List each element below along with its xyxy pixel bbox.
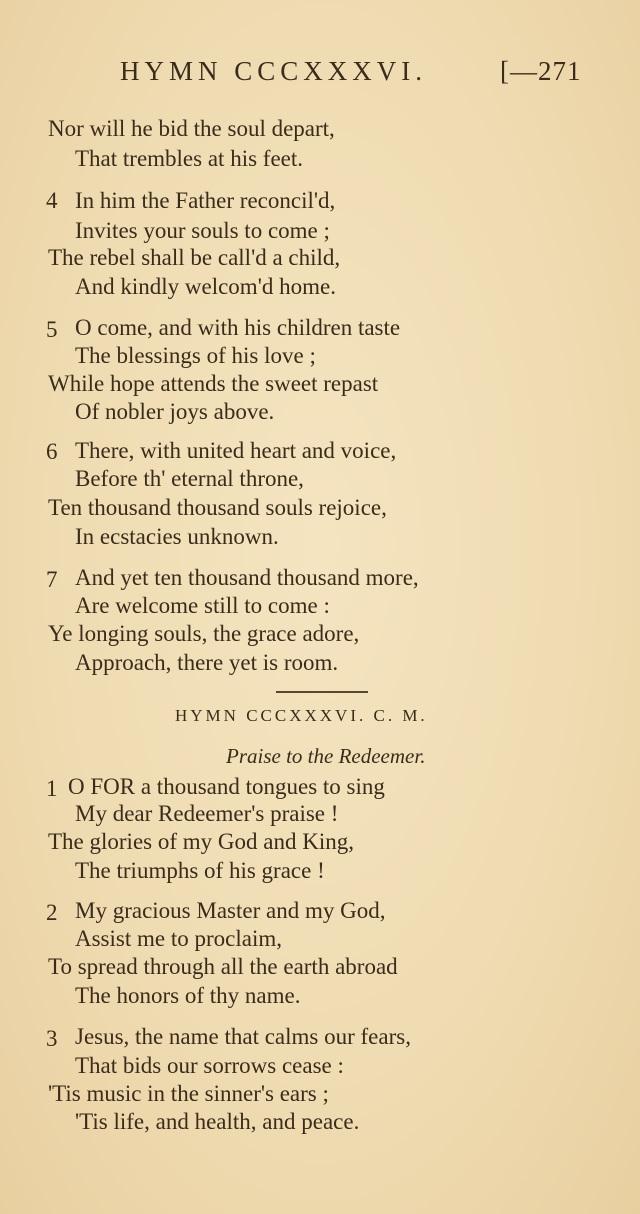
verse-line: 'Tis music in the sinner's ears ; (48, 1081, 329, 1106)
verse-line: And kindly welcom'd home. (75, 274, 336, 299)
verse-line: Jesus, the name that calms our fears, (75, 1024, 411, 1049)
verse-line: There, with united heart and voice, (75, 438, 397, 463)
verse-line: In him the Father reconcil'd, (75, 188, 336, 213)
verse-number: 2 (46, 900, 58, 925)
verse-line: Assist me to proclaim, (75, 926, 282, 951)
verse-line: The rebel shall be call'd a child, (48, 245, 341, 270)
verse-line: While hope attends the sweet repast (48, 371, 379, 396)
verse-line: The honors of thy name. (75, 983, 301, 1008)
verse-line: O come, and with his children taste (75, 315, 401, 340)
verse-line: Ten thousand thousand souls rejoice, (48, 495, 387, 520)
verse-number: 7 (46, 567, 58, 592)
verse-line: That trembles at his feet. (75, 146, 304, 171)
verse-number: 3 (46, 1026, 58, 1051)
section-divider (276, 691, 368, 693)
verse-line: O FOR a thousand tongues to sing (68, 774, 385, 799)
verse-line: My dear Redeemer's praise ! (75, 801, 339, 826)
verse-line: That bids our sorrows cease : (75, 1053, 344, 1078)
verse-number: 5 (46, 317, 58, 342)
verse-line: Before th' eternal throne, (75, 466, 304, 491)
verse-number: 4 (46, 188, 58, 213)
verse-line: In ecstacies unknown. (75, 524, 279, 549)
verse-line: Ye longing souls, the grace adore, (48, 621, 360, 646)
verse-line: The blessings of his love ; (75, 343, 316, 368)
hymn-subtitle: Praise to the Redeemer. (226, 744, 426, 768)
verse-number: 1 (46, 776, 58, 801)
verse-line: Are welcome still to come : (75, 593, 330, 618)
verse-line: The triumphs of his grace ! (75, 858, 325, 883)
verse-number: 6 (46, 439, 58, 464)
hymn-heading: HYMN CCCXXXVI. C. M. (175, 706, 428, 725)
page-header (0, 56, 640, 96)
verse-line: My gracious Master and my God, (75, 898, 386, 923)
verse-line: The glories of my God and King, (48, 829, 354, 854)
verse-line: 'Tis life, and health, and peace. (75, 1109, 360, 1134)
verse-line: Nor will he bid the soul depart, (48, 116, 335, 141)
verse-line: To spread through all the earth abroad (48, 954, 398, 979)
verse-line: And yet ten thousand thousand more, (75, 565, 419, 590)
page-number: [—271 (500, 56, 582, 86)
verse-line: Of nobler joys above. (75, 399, 275, 424)
verse-line: Invites your souls to come ; (75, 218, 330, 243)
running-head: HYMN CCCXXXVI. (120, 56, 428, 86)
verse-line: Approach, there yet is room. (75, 650, 339, 675)
